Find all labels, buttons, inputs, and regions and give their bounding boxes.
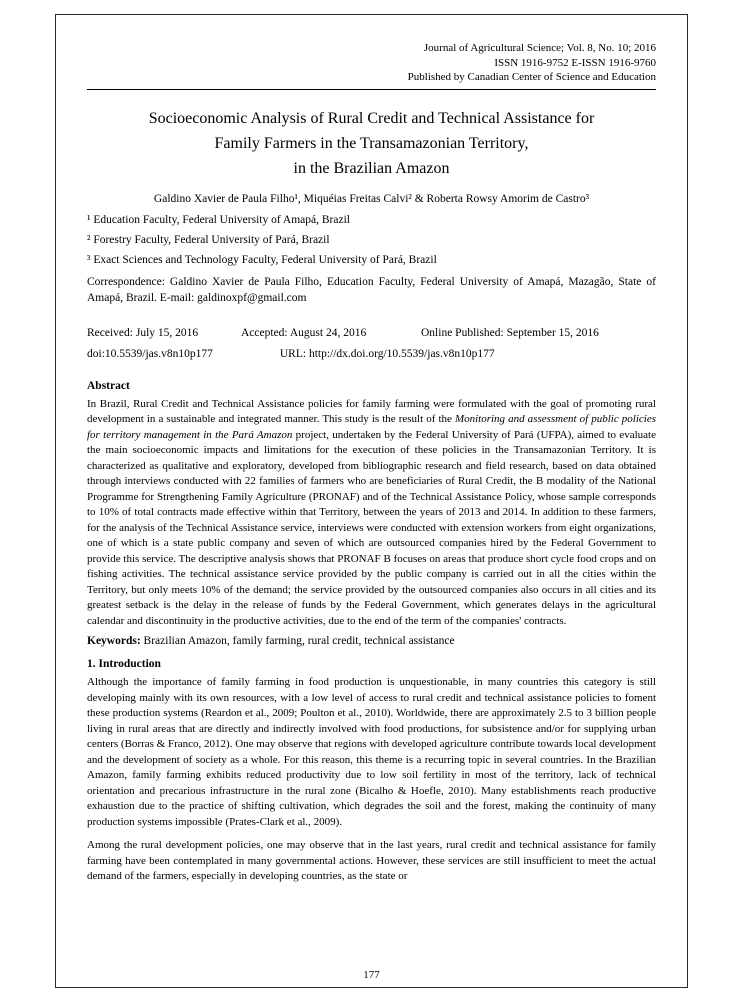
page-content [56,15,687,885]
introduction-paragraph-1: Although the importance of family farming in food production is unquestionable, in many countries this category is still developing mainly with its own resources, with a low level of access to rural credit and technical assistance policies to foment these production systems (Reardon et al., 2009; Poulton et al., 2010). Worldwide, there are approximately 2.5 to 3 billion people living in rural areas that are directly and indirectly involved with food productions, for subsistence and/or for supplying urban centers (Borras & Franco, 2012). One may observe that regions with developed agriculture contribute towards local development and the development of society as a whole. For this reason, this theme is a recurring topic in several countries. In the Brazilian Amazon, family farming exhibits reduced productivity due to low soil fertility in most of the territory, lack of technical orientation and precarious infrastructure in the rural zone (Bicalho & Hoefle, 2010). Many establishments reach productive exhaustion due to the practice of shifting cultivation, which degrades the soil and the forest, making the continuity of many production systems impossible (Prates-Clark et al., 2009). [87,676,656,828]
keywords-text: Brazilian Amazon, family farming, rural credit, technical assistance [140,635,455,647]
introduction-paragraph-2: Among the rural development policies, one may observe that in the last years, rural credit and technical assistance for family farming have been contemplated in many governmental actions. However, these services are still insufficient to meet the actual demand of the farmers, especially in developing countries, as the state or [87,839,656,882]
paper-title-line-1: Socioeconomic Analysis of Rural Credit and Technical Assistance for [148,109,595,127]
keywords-label: Keywords: [87,635,141,647]
page-number: 177 [363,969,380,981]
online-published-date: Online Published: September 15, 2016 [421,326,599,339]
paper-title-line-2: Family Farmers in the Transamazonian Territory, [214,134,529,152]
affiliations-block [87,213,656,267]
doi-row [87,347,656,361]
paper-title [87,106,656,181]
journal-publisher-line: Published by Canadian Center of Science and Education [407,71,656,83]
abstract-text-pre: In Brazil, Rural Credit and Technical Assistance policies for family farming were formulated with the goal of promoting rural development in a sustainable and integrated manner. This study is the result of the [87,397,656,425]
publication-dates-row [87,326,656,340]
page-border [55,14,688,988]
paper-title-line-3: in the Brazilian Amazon [293,159,450,177]
journal-name-line: Journal of Agricultural Science; Vol. 8, No. 10; 2016 [423,42,656,54]
affiliation-3: ³ Exact Sciences and Technology Faculty, Federal University of Pará, Brazil [87,253,437,266]
introduction-heading: 1. Introduction [87,658,161,670]
affiliation-2: ² Forestry Faculty, Federal University of Pará, Brazil [87,233,330,246]
abstract-heading: Abstract [87,379,130,392]
doi-url: URL: http://dx.doi.org/10.5539/jas.v8n10p177 [279,347,495,360]
abstract-project-title-italic: Monitoring and assessment of public policies for territory management in the Pará Amazon [87,413,656,441]
header-divider [87,89,656,90]
authors-line: Galdino Xavier de Paula Filho¹, Miquéias Freitas Calvi² & Roberta Rowsy Amorim de Castro³ [153,192,590,205]
abstract-paragraph [87,397,656,630]
keywords-line [87,634,656,649]
journal-issn-line: ISSN 1916-9752 E-ISSN 1916-9760 [494,56,656,69]
abstract-text-post: project, undertaken by the Federal University of Pará (UFPA), aimed to evaluate the main socioeconomic impacts and limitations for the execution of these policies in the Transamazonian Territory. It is characterized as qualitative and exploratory, developed from bibliographic research and field research, based on data obtained through interviews conducted with 22 families of farmers who are beneficiaries of Rural Credit, the B modality of the National Programme for Strengthening Family Agriculture (PRONAF) and of the Technical Assistance Policy, whose sample corresponds to 10% of total contracts made effective within that Territory, between the years of 2013 and 2014. In addition to these farmers, for the analysis of the Technical Assistance service, interviews were conducted with extension workers from eight organizations, one of which is a state public company and seven of which are outsourced companies hired by the Federal Government to provide this service. The descriptive analysis shows that PRONAF B focuses on areas that produce short cycle food crops and on fishing activities. The technical assistance service provided by the public company is carried out in all the cities within the Territory, but only meets 10% of the demand; the service provided by the outsourced companies also occurs in all cities and its greatest setback is the delay in the release of funds by the Federal Government, which generates delays in the agricultural calendar and discontinuity in the productive activities, due to the end of the term of the companies' contracts. [87,428,656,627]
doi-value: doi:10.5539/jas.v8n10p177 [87,347,213,360]
journal-header [87,41,656,85]
correspondence-note: Correspondence: Galdino Xavier de Paula Filho, Education Faculty, Federal University of Amapá, Mazagão, State of Amapá, Brazil. E-mail: galdinoxpf@gmail.com [87,275,656,304]
received-date: Received: July 15, 2016 [87,326,199,339]
affiliation-1: ¹ Education Faculty, Federal University of Amapá, Brazil [87,213,350,226]
accepted-date: Accepted: August 24, 2016 [241,326,367,339]
